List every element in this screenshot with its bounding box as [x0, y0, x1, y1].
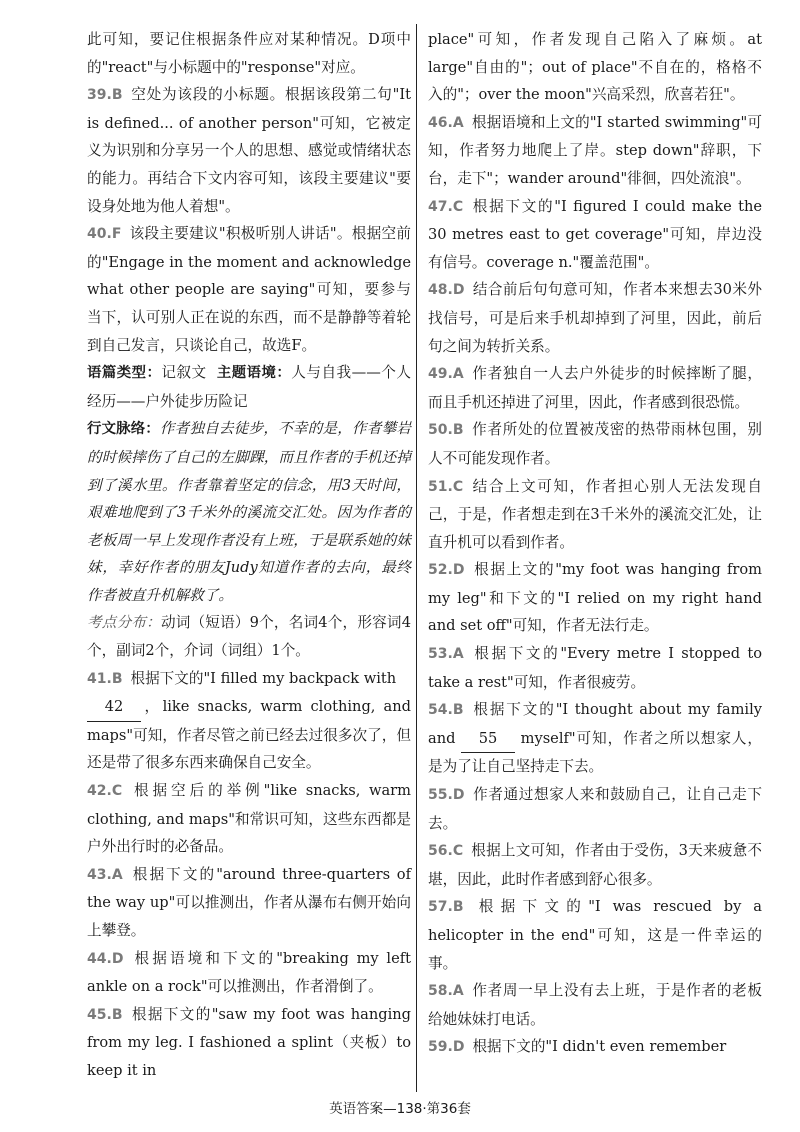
question-number: 56.C — [428, 843, 464, 860]
question-number: 42.C — [87, 783, 123, 800]
question-number: 57.B — [428, 899, 464, 916]
answer-item — [428, 276, 762, 360]
answer-text: 根据语境和下文的"breaking my left ankle on a rock"可以推测出，作者滑倒了。 — [87, 949, 411, 996]
answer-text: 根据下文的"around three-quarters of the way up"可以推测出，作者从瀑布右侧开始向上攀登。 — [87, 865, 411, 939]
answer-item — [428, 640, 762, 696]
blank-number: 55 — [461, 725, 515, 754]
answer-item — [87, 1001, 411, 1085]
answer-item — [428, 1033, 762, 1062]
question-number: 39.B — [87, 87, 123, 104]
answer-text: 该段主要建议"积极听别人讲话"。根据空前的"Engage in the moment and acknowledge what other people are saying"可知，要参与当下，认可别人正在说的东西，而不是静静等着轮到自己发言，只谈论自己，故选F。 — [87, 225, 411, 354]
answer-text: 空处为该段的小标题。根据该段第二句"It is defined... of another person"可知，它被定义为识别和分享另一个人的思想、感觉或情绪状态的能力。再结合下文内容可知，该段主要建议"要设身处地为他人着想"。 — [87, 86, 411, 215]
question-number: 51.C — [428, 478, 464, 495]
column-divider — [416, 24, 417, 1092]
analysis-text: 动词（短语）9个，名词4个，形容词4个，副词2个，介词（词组）1个。 — [87, 614, 411, 660]
left-column — [87, 26, 411, 1085]
question-number: 59.D — [428, 1039, 465, 1056]
answer-item — [428, 193, 762, 277]
right-column — [428, 26, 762, 1062]
answer-item-41 — [87, 665, 411, 777]
continued-text: place"可知，作者发现自己陷入了麻烦。at large"自由的"；out of place"不自在的，格格不入的"；over the moon"兴高采烈，欣喜若狂"。 — [428, 31, 762, 104]
answer-text: 结合上文可知，作者担心别人无法发现自己，于是，作者想走到在3千米外的溪流交汇处，让直升机可以看到作者。 — [428, 477, 762, 551]
question-number: 47.C — [428, 198, 464, 215]
question-number: 50.B — [428, 422, 464, 439]
analysis-summary — [87, 609, 411, 664]
answer-item — [428, 977, 762, 1033]
answer-text: 作者所处的位置被茂密的热带雨林包围，别人不可能发现作者。 — [428, 421, 762, 467]
answer-text: 根据下文的"I filled my backpack with — [130, 669, 397, 687]
genre-label: 语篇类型： — [87, 365, 162, 382]
answer-text: 作者独自一人去户外徒步的时候摔断了腿，而且手机还掉进了河里，因此，作者感到很恐慌。 — [428, 365, 762, 411]
question-number: 46.A — [428, 114, 464, 131]
answer-item — [428, 781, 762, 837]
question-number: 52.D — [428, 562, 465, 579]
answer-item — [87, 81, 411, 220]
answer-text: 根据下文的"saw my foot was hanging from my leg. I fashioned a splint（夹板）to keep it in — [87, 1005, 411, 1079]
answer-list — [428, 109, 762, 696]
passage-info — [87, 359, 411, 415]
question-number: 41.B — [87, 670, 123, 687]
answer-list — [87, 81, 411, 359]
answer-item — [428, 556, 762, 640]
answer-item-54 — [428, 696, 762, 781]
answer-item — [428, 109, 762, 193]
answer-text: 根据下文的"I didn't even remember — [472, 1038, 727, 1056]
context-label: 行文脉络： — [87, 421, 160, 438]
question-number: 49.A — [428, 366, 464, 383]
answer-item — [87, 220, 411, 359]
context-text: 作者独自去徒步，不幸的是，作者攀岩的时候摔伤了自己的左脚踝，而且作者的手机还掉到了溪水里。作者靠着坚定的信念，用3天时间，艰难地爬到了3千米外的溪流交汇处。因为作者的老板周一早上发现作者没有上班，于是联系她的妹妹，幸好作者的朋友Judy知道作者的去向，最终作者被直升机解救了。 — [87, 420, 411, 604]
answer-item — [428, 416, 762, 472]
theme-label: 主题语境： — [216, 365, 292, 382]
question-number: 48.D — [428, 282, 465, 299]
analysis-label: 考点分布： — [87, 614, 161, 632]
answer-item — [87, 861, 411, 945]
answer-text: 根据语境和上文的"I started swimming"可知，作者努力地爬上了岸。step down"辞职，下台，走下"；wander around"徘徊，四处流浪"。 — [428, 113, 762, 187]
answer-text: 根据下文的"Every metre I stopped to take a rest"可知，作者很疲劳。 — [428, 645, 762, 691]
answer-text: 根据下文的"I figured I could make the 30 metres east to get coverage"可知，岸边没有信号。coverage n."覆盖范围"。 — [428, 197, 762, 271]
question-number: 53.A — [428, 646, 464, 663]
continued-text: 此可知，要记住根据条件应对某种情况。D项中的"react"与小标题中的"response"对应。 — [87, 31, 411, 76]
answer-text: 根据空后的举例"like snacks, warm clothing, and maps"和常识可知，这些东西都是户外出行时的必备品。 — [87, 782, 411, 856]
genre-value: 记叙文 — [161, 364, 207, 382]
answer-list — [87, 777, 411, 1085]
answer-text: 作者通过想家人来和鼓励自己，让自己走下去。 — [428, 786, 762, 832]
answer-text: 根据上文可知，作者由于受伤，3天来疲惫不堪，因此，此时作者感到舒心很多。 — [428, 842, 762, 888]
answer-text-cont: ，like snacks, warm clothing, and maps"可知，作者尽管之前已经去过很多次了，但还是带了很多东西来确保自己安全。 — [87, 698, 411, 772]
question-number: 45.B — [87, 1006, 123, 1023]
answer-item — [87, 945, 411, 1001]
answer-text-cont: myself"可知，作者之所以想家人，是为了让自己坚持走下去。 — [428, 729, 762, 776]
answer-text: 根据下文的"I was rescued by a helicopter in the end"可知，这是一件幸运的事。 — [428, 898, 762, 972]
answer-item — [428, 837, 762, 893]
question-number: 55.D — [428, 787, 465, 804]
page-footer: 英语答案—138·第36套 — [329, 1101, 471, 1117]
blank-number: 42 — [87, 693, 141, 722]
context-summary — [87, 415, 411, 609]
question-number: 44.D — [87, 950, 124, 967]
answer-list — [428, 781, 762, 1062]
answer-item — [428, 360, 762, 416]
answer-text: 根据下文的"I thought about my family and — [428, 701, 762, 747]
question-number: 54.B — [428, 702, 464, 719]
answer-item — [428, 473, 762, 557]
question-number: 43.A — [87, 866, 123, 883]
answer-item — [428, 893, 762, 977]
answer-text: 作者周一早上没有去上班，于是作者的老板给她妹妹打电话。 — [428, 982, 762, 1028]
question-number: 40.F — [87, 226, 122, 243]
question-number: 58.A — [428, 983, 464, 1000]
answer-item — [87, 777, 411, 861]
answer-text: 结合前后句句意可知，作者本来想去30米外找信号，可是后来手机却掉到了河里，因此，前后句之间为转折关系。 — [428, 281, 762, 355]
answer-text: 根据上文的"my foot was hanging from my leg"和下文的"I relied on my right hand and set off"可知，作者无法行走。 — [428, 561, 762, 635]
theme-value: 人与自我——个人经历——户外徒步历险记 — [87, 364, 411, 410]
